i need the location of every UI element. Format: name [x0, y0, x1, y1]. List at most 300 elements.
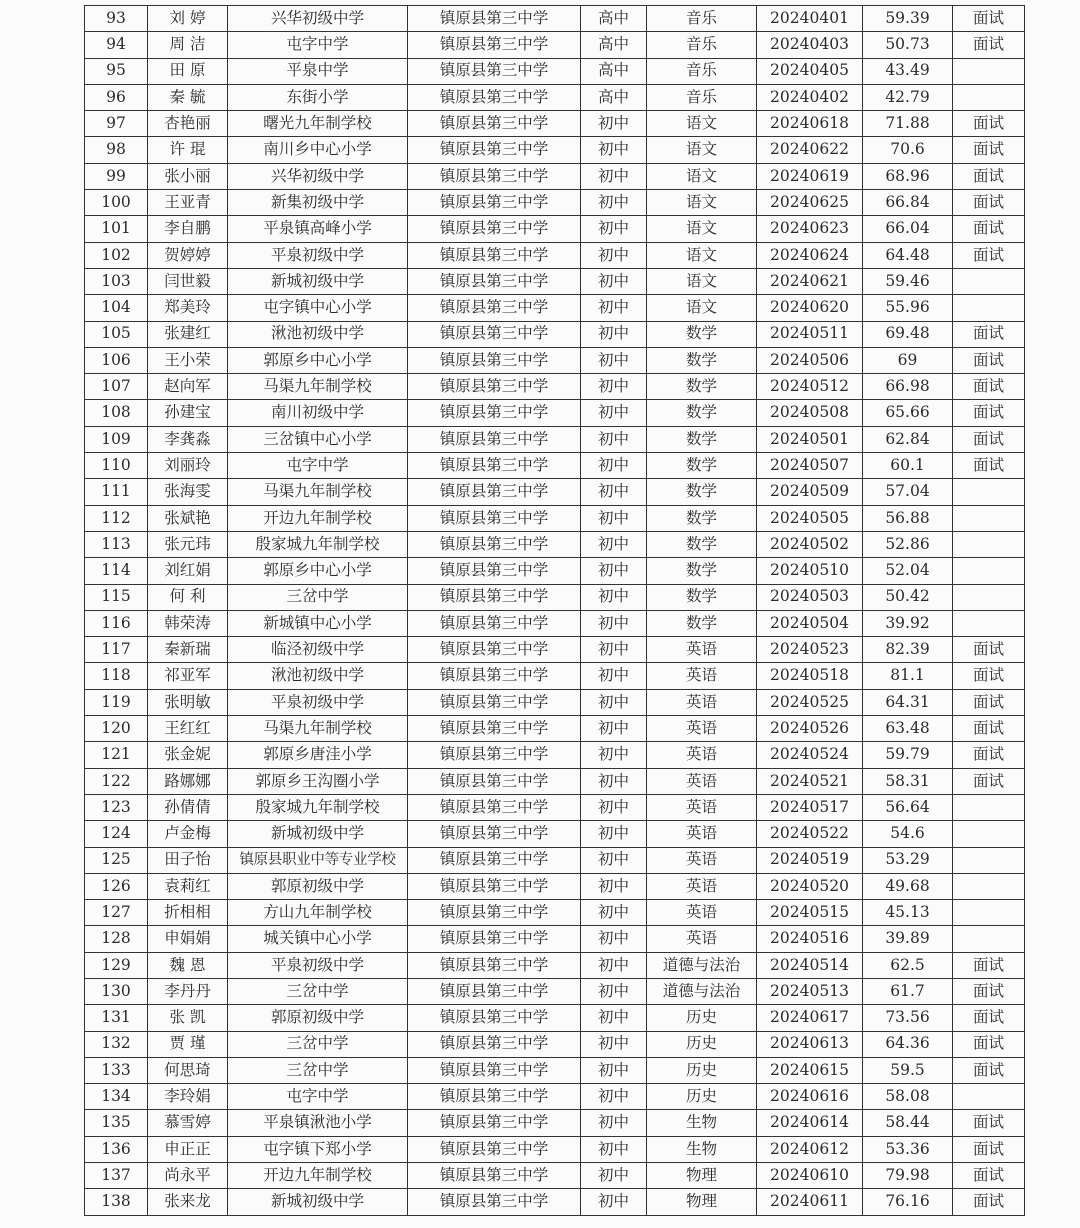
subject-cell: 英语 [647, 926, 757, 952]
table-row [85, 1057, 1025, 1083]
row-number-cell: 114 [85, 558, 148, 584]
score-cell: 54.6 [863, 821, 953, 847]
exam-number-cell: 20240613 [757, 1031, 863, 1057]
score-cell: 57.04 [863, 479, 953, 505]
candidate-name-cell: 闫世毅 [148, 268, 228, 294]
current-school-cell: 平泉初级中学 [228, 952, 408, 978]
subject-cell: 英语 [647, 768, 757, 794]
row-number-cell: 99 [85, 163, 148, 189]
subject-cell: 数学 [647, 531, 757, 557]
exam-number-cell: 20240517 [757, 794, 863, 820]
subject-cell: 数学 [647, 400, 757, 426]
score-cell: 53.36 [863, 1136, 953, 1162]
current-school-cell: 郭原乡王沟圈小学 [228, 768, 408, 794]
candidate-name-cell: 申正正 [148, 1136, 228, 1162]
subject-cell: 语文 [647, 242, 757, 268]
row-number-cell: 110 [85, 453, 148, 479]
applied-school-cell: 镇原县第三中学 [408, 768, 581, 794]
current-school-cell: 马渠九年制学校 [228, 374, 408, 400]
exam-number-cell: 20240513 [757, 978, 863, 1004]
applied-school-cell: 镇原县第三中学 [408, 610, 581, 636]
applied-school-cell: 镇原县第三中学 [408, 163, 581, 189]
subject-cell: 数学 [647, 584, 757, 610]
interview-status-cell [953, 268, 1025, 294]
table-row [85, 610, 1025, 636]
subject-cell: 道德与法治 [647, 978, 757, 1004]
exam-number-cell: 20240615 [757, 1057, 863, 1083]
current-school-cell: 郭原乡唐洼小学 [228, 742, 408, 768]
level-cell: 初中 [581, 268, 647, 294]
applied-school-cell: 镇原县第三中学 [408, 952, 581, 978]
applied-school-cell: 镇原县第三中学 [408, 1136, 581, 1162]
row-number-cell: 128 [85, 926, 148, 952]
interview-status-cell: 面试 [953, 663, 1025, 689]
row-number-cell: 108 [85, 400, 148, 426]
table-row [85, 1084, 1025, 1110]
subject-cell: 数学 [647, 321, 757, 347]
subject-cell: 物理 [647, 1189, 757, 1215]
current-school-cell: 镇原县职业中等专业学校 [228, 847, 408, 873]
current-school-cell: 屯字中学 [228, 1084, 408, 1110]
score-cell: 66.84 [863, 190, 953, 216]
interview-status-cell: 面试 [953, 321, 1025, 347]
score-cell: 71.88 [863, 111, 953, 137]
applied-school-cell: 镇原县第三中学 [408, 821, 581, 847]
row-number-cell: 123 [85, 794, 148, 820]
candidate-name-cell: 周 洁 [148, 32, 228, 58]
interview-status-cell: 面试 [953, 1110, 1025, 1136]
level-cell: 高中 [581, 32, 647, 58]
candidate-name-cell: 王亚青 [148, 190, 228, 216]
table-row [85, 426, 1025, 452]
row-number-cell: 135 [85, 1110, 148, 1136]
table-row [85, 742, 1025, 768]
candidate-name-cell: 田 原 [148, 58, 228, 84]
exam-number-cell: 20240518 [757, 663, 863, 689]
row-number-cell: 127 [85, 900, 148, 926]
applied-school-cell: 镇原县第三中学 [408, 242, 581, 268]
candidate-name-cell: 魏 恩 [148, 952, 228, 978]
table-row [85, 453, 1025, 479]
subject-cell: 英语 [647, 663, 757, 689]
exam-number-cell: 20240612 [757, 1136, 863, 1162]
table-row [85, 637, 1025, 663]
score-cell: 65.66 [863, 400, 953, 426]
current-school-cell: 屯字镇下郑小学 [228, 1136, 408, 1162]
level-cell: 初中 [581, 558, 647, 584]
current-school-cell: 开边九年制学校 [228, 1163, 408, 1189]
subject-cell: 语文 [647, 111, 757, 137]
subject-cell: 历史 [647, 1005, 757, 1031]
level-cell: 初中 [581, 1057, 647, 1083]
table-body [85, 6, 1025, 1216]
candidate-name-cell: 张斌艳 [148, 505, 228, 531]
applied-school-cell: 镇原县第三中学 [408, 1031, 581, 1057]
row-number-cell: 121 [85, 742, 148, 768]
level-cell: 初中 [581, 768, 647, 794]
table-row [85, 321, 1025, 347]
candidate-name-cell: 尚永平 [148, 1163, 228, 1189]
row-number-cell: 117 [85, 637, 148, 663]
subject-cell: 音乐 [647, 6, 757, 32]
score-cell: 59.5 [863, 1057, 953, 1083]
candidate-name-cell: 孙建宝 [148, 400, 228, 426]
current-school-cell: 平泉初级中学 [228, 242, 408, 268]
exam-number-cell: 20240510 [757, 558, 863, 584]
applied-school-cell: 镇原县第三中学 [408, 190, 581, 216]
level-cell: 初中 [581, 400, 647, 426]
candidate-name-cell: 刘红娟 [148, 558, 228, 584]
score-cell: 64.36 [863, 1031, 953, 1057]
applied-school-cell: 镇原县第三中学 [408, 847, 581, 873]
interview-status-cell: 面试 [953, 242, 1025, 268]
level-cell: 高中 [581, 58, 647, 84]
score-cell: 52.86 [863, 531, 953, 557]
row-number-cell: 134 [85, 1084, 148, 1110]
candidate-name-cell: 刘 婷 [148, 6, 228, 32]
candidate-name-cell: 刘丽玲 [148, 453, 228, 479]
row-number-cell: 129 [85, 952, 148, 978]
applied-school-cell: 镇原县第三中学 [408, 84, 581, 110]
results-table [84, 5, 1025, 1216]
table-row [85, 768, 1025, 794]
table-row [85, 926, 1025, 952]
table-row [85, 821, 1025, 847]
table-row [85, 1110, 1025, 1136]
current-school-cell: 南川乡中心小学 [228, 137, 408, 163]
current-school-cell: 东街小学 [228, 84, 408, 110]
row-number-cell: 103 [85, 268, 148, 294]
level-cell: 初中 [581, 716, 647, 742]
row-number-cell: 106 [85, 347, 148, 373]
subject-cell: 音乐 [647, 58, 757, 84]
applied-school-cell: 镇原县第三中学 [408, 794, 581, 820]
interview-status-cell: 面试 [953, 768, 1025, 794]
score-cell: 58.44 [863, 1110, 953, 1136]
row-number-cell: 107 [85, 374, 148, 400]
applied-school-cell: 镇原县第三中学 [408, 347, 581, 373]
candidate-name-cell: 王小荣 [148, 347, 228, 373]
current-school-cell: 殷家城九年制学校 [228, 531, 408, 557]
level-cell: 高中 [581, 84, 647, 110]
score-cell: 49.68 [863, 873, 953, 899]
candidate-name-cell: 张小丽 [148, 163, 228, 189]
level-cell: 初中 [581, 663, 647, 689]
score-cell: 53.29 [863, 847, 953, 873]
subject-cell: 道德与法治 [647, 952, 757, 978]
subject-cell: 语文 [647, 190, 757, 216]
row-number-cell: 124 [85, 821, 148, 847]
subject-cell: 音乐 [647, 32, 757, 58]
row-number-cell: 101 [85, 216, 148, 242]
score-cell: 82.39 [863, 637, 953, 663]
current-school-cell: 屯字中学 [228, 453, 408, 479]
current-school-cell: 方山九年制学校 [228, 900, 408, 926]
subject-cell: 历史 [647, 1031, 757, 1057]
row-number-cell: 93 [85, 6, 148, 32]
candidate-name-cell: 张明敏 [148, 689, 228, 715]
interview-status-cell: 面试 [953, 6, 1025, 32]
exam-number-cell: 20240506 [757, 347, 863, 373]
subject-cell: 数学 [647, 505, 757, 531]
candidate-name-cell: 杏艳丽 [148, 111, 228, 137]
row-number-cell: 130 [85, 978, 148, 1004]
score-cell: 59.39 [863, 6, 953, 32]
row-number-cell: 119 [85, 689, 148, 715]
level-cell: 初中 [581, 374, 647, 400]
current-school-cell: 城关镇中心小学 [228, 926, 408, 952]
candidate-name-cell: 张金妮 [148, 742, 228, 768]
interview-status-cell: 面试 [953, 1189, 1025, 1215]
subject-cell: 历史 [647, 1057, 757, 1083]
row-number-cell: 112 [85, 505, 148, 531]
score-cell: 66.04 [863, 216, 953, 242]
table-row [85, 111, 1025, 137]
score-cell: 69 [863, 347, 953, 373]
level-cell: 初中 [581, 242, 647, 268]
current-school-cell: 马渠九年制学校 [228, 716, 408, 742]
subject-cell: 数学 [647, 426, 757, 452]
exam-number-cell: 20240405 [757, 58, 863, 84]
current-school-cell: 南川初级中学 [228, 400, 408, 426]
applied-school-cell: 镇原县第三中学 [408, 716, 581, 742]
row-number-cell: 95 [85, 58, 148, 84]
candidate-name-cell: 李龚淼 [148, 426, 228, 452]
applied-school-cell: 镇原县第三中学 [408, 111, 581, 137]
applied-school-cell: 镇原县第三中学 [408, 268, 581, 294]
exam-number-cell: 20240616 [757, 1084, 863, 1110]
table-row [85, 584, 1025, 610]
candidate-name-cell: 何思琦 [148, 1057, 228, 1083]
interview-status-cell: 面试 [953, 137, 1025, 163]
row-number-cell: 94 [85, 32, 148, 58]
subject-cell: 英语 [647, 821, 757, 847]
score-cell: 56.64 [863, 794, 953, 820]
score-cell: 68.96 [863, 163, 953, 189]
subject-cell: 数学 [647, 453, 757, 479]
level-cell: 初中 [581, 794, 647, 820]
applied-school-cell: 镇原县第三中学 [408, 1163, 581, 1189]
interview-status-cell [953, 531, 1025, 557]
candidate-name-cell: 秦新瑞 [148, 637, 228, 663]
level-cell: 初中 [581, 137, 647, 163]
table-row [85, 400, 1025, 426]
score-cell: 42.79 [863, 84, 953, 110]
subject-cell: 英语 [647, 716, 757, 742]
table-row [85, 663, 1025, 689]
score-cell: 69.48 [863, 321, 953, 347]
table-row [85, 1189, 1025, 1215]
interview-status-cell: 面试 [953, 1005, 1025, 1031]
applied-school-cell: 镇原县第三中学 [408, 742, 581, 768]
score-cell: 59.46 [863, 268, 953, 294]
row-number-cell: 136 [85, 1136, 148, 1162]
score-cell: 81.1 [863, 663, 953, 689]
score-cell: 66.98 [863, 374, 953, 400]
level-cell: 初中 [581, 216, 647, 242]
applied-school-cell: 镇原县第三中学 [408, 321, 581, 347]
candidate-name-cell: 卢金梅 [148, 821, 228, 847]
exam-number-cell: 20240618 [757, 111, 863, 137]
level-cell: 初中 [581, 637, 647, 663]
exam-number-cell: 20240519 [757, 847, 863, 873]
row-number-cell: 132 [85, 1031, 148, 1057]
interview-status-cell: 面试 [953, 32, 1025, 58]
interview-status-cell [953, 873, 1025, 899]
row-number-cell: 126 [85, 873, 148, 899]
score-cell: 45.13 [863, 900, 953, 926]
interview-status-cell: 面试 [953, 426, 1025, 452]
level-cell: 高中 [581, 6, 647, 32]
current-school-cell: 三岔镇中心小学 [228, 426, 408, 452]
interview-status-cell: 面试 [953, 400, 1025, 426]
subject-cell: 语文 [647, 295, 757, 321]
table-row [85, 137, 1025, 163]
level-cell: 初中 [581, 926, 647, 952]
candidate-name-cell: 张海雯 [148, 479, 228, 505]
score-cell: 43.49 [863, 58, 953, 84]
current-school-cell: 临泾初级中学 [228, 637, 408, 663]
candidate-name-cell: 李玲娟 [148, 1084, 228, 1110]
applied-school-cell: 镇原县第三中学 [408, 137, 581, 163]
interview-status-cell [953, 794, 1025, 820]
current-school-cell: 屯字中学 [228, 32, 408, 58]
exam-number-cell: 20240522 [757, 821, 863, 847]
candidate-name-cell: 韩荣涛 [148, 610, 228, 636]
level-cell: 初中 [581, 584, 647, 610]
current-school-cell: 平泉镇湫池小学 [228, 1110, 408, 1136]
table-row [85, 190, 1025, 216]
applied-school-cell: 镇原县第三中学 [408, 1110, 581, 1136]
level-cell: 初中 [581, 505, 647, 531]
exam-number-cell: 20240516 [757, 926, 863, 952]
exam-number-cell: 20240610 [757, 1163, 863, 1189]
applied-school-cell: 镇原县第三中学 [408, 1189, 581, 1215]
candidate-name-cell: 许 琨 [148, 137, 228, 163]
interview-status-cell: 面试 [953, 216, 1025, 242]
row-number-cell: 111 [85, 479, 148, 505]
exam-number-cell: 20240617 [757, 1005, 863, 1031]
interview-status-cell: 面试 [953, 163, 1025, 189]
applied-school-cell: 镇原县第三中学 [408, 926, 581, 952]
exam-number-cell: 20240524 [757, 742, 863, 768]
table-row [85, 6, 1025, 32]
table-row [85, 794, 1025, 820]
level-cell: 初中 [581, 295, 647, 321]
exam-number-cell: 20240619 [757, 163, 863, 189]
exam-number-cell: 20240505 [757, 505, 863, 531]
interview-status-cell: 面试 [953, 374, 1025, 400]
table-row [85, 978, 1025, 1004]
score-cell: 63.48 [863, 716, 953, 742]
applied-school-cell: 镇原县第三中学 [408, 479, 581, 505]
score-cell: 56.88 [863, 505, 953, 531]
row-number-cell: 133 [85, 1057, 148, 1083]
exam-number-cell: 20240523 [757, 637, 863, 663]
candidate-name-cell: 张来龙 [148, 1189, 228, 1215]
subject-cell: 英语 [647, 637, 757, 663]
applied-school-cell: 镇原县第三中学 [408, 1084, 581, 1110]
interview-status-cell [953, 900, 1025, 926]
candidate-name-cell: 田子怡 [148, 847, 228, 873]
applied-school-cell: 镇原县第三中学 [408, 873, 581, 899]
score-cell: 58.08 [863, 1084, 953, 1110]
interview-status-cell: 面试 [953, 347, 1025, 373]
applied-school-cell: 镇原县第三中学 [408, 6, 581, 32]
table-row [85, 847, 1025, 873]
interview-status-cell [953, 558, 1025, 584]
interview-status-cell: 面试 [953, 111, 1025, 137]
current-school-cell: 屯字镇中心小学 [228, 295, 408, 321]
candidate-name-cell: 祁亚军 [148, 663, 228, 689]
exam-number-cell: 20240622 [757, 137, 863, 163]
candidate-name-cell: 张 凯 [148, 1005, 228, 1031]
applied-school-cell: 镇原县第三中学 [408, 584, 581, 610]
applied-school-cell: 镇原县第三中学 [408, 453, 581, 479]
exam-number-cell: 20240504 [757, 610, 863, 636]
subject-cell: 语文 [647, 137, 757, 163]
level-cell: 初中 [581, 610, 647, 636]
row-number-cell: 104 [85, 295, 148, 321]
level-cell: 初中 [581, 952, 647, 978]
applied-school-cell: 镇原县第三中学 [408, 216, 581, 242]
score-cell: 64.31 [863, 689, 953, 715]
row-number-cell: 118 [85, 663, 148, 689]
level-cell: 初中 [581, 453, 647, 479]
table-row [85, 952, 1025, 978]
score-cell: 76.16 [863, 1189, 953, 1215]
interview-status-cell: 面试 [953, 1031, 1025, 1057]
exam-number-cell: 20240507 [757, 453, 863, 479]
table-row [85, 1031, 1025, 1057]
subject-cell: 数学 [647, 347, 757, 373]
exam-number-cell: 20240620 [757, 295, 863, 321]
current-school-cell: 新城初级中学 [228, 1189, 408, 1215]
row-number-cell: 105 [85, 321, 148, 347]
applied-school-cell: 镇原县第三中学 [408, 900, 581, 926]
level-cell: 初中 [581, 531, 647, 557]
current-school-cell: 三岔中学 [228, 584, 408, 610]
exam-number-cell: 20240614 [757, 1110, 863, 1136]
level-cell: 初中 [581, 1136, 647, 1162]
row-number-cell: 100 [85, 190, 148, 216]
interview-status-cell: 面试 [953, 1136, 1025, 1162]
interview-status-cell [953, 295, 1025, 321]
subject-cell: 语文 [647, 268, 757, 294]
applied-school-cell: 镇原县第三中学 [408, 558, 581, 584]
candidate-name-cell: 张元玮 [148, 531, 228, 557]
row-number-cell: 96 [85, 84, 148, 110]
level-cell: 初中 [581, 479, 647, 505]
level-cell: 初中 [581, 978, 647, 1004]
current-school-cell: 开边九年制学校 [228, 505, 408, 531]
current-school-cell: 湫池初级中学 [228, 663, 408, 689]
candidate-name-cell: 贾 瑾 [148, 1031, 228, 1057]
candidate-name-cell: 李丹丹 [148, 978, 228, 1004]
row-number-cell: 113 [85, 531, 148, 557]
exam-number-cell: 20240508 [757, 400, 863, 426]
table-row [85, 479, 1025, 505]
exam-number-cell: 20240502 [757, 531, 863, 557]
table-row [85, 531, 1025, 557]
exam-number-cell: 20240514 [757, 952, 863, 978]
row-number-cell: 98 [85, 137, 148, 163]
current-school-cell: 新城初级中学 [228, 821, 408, 847]
applied-school-cell: 镇原县第三中学 [408, 58, 581, 84]
score-cell: 59.79 [863, 742, 953, 768]
current-school-cell: 新城初级中学 [228, 268, 408, 294]
current-school-cell: 郭原乡中心小学 [228, 558, 408, 584]
